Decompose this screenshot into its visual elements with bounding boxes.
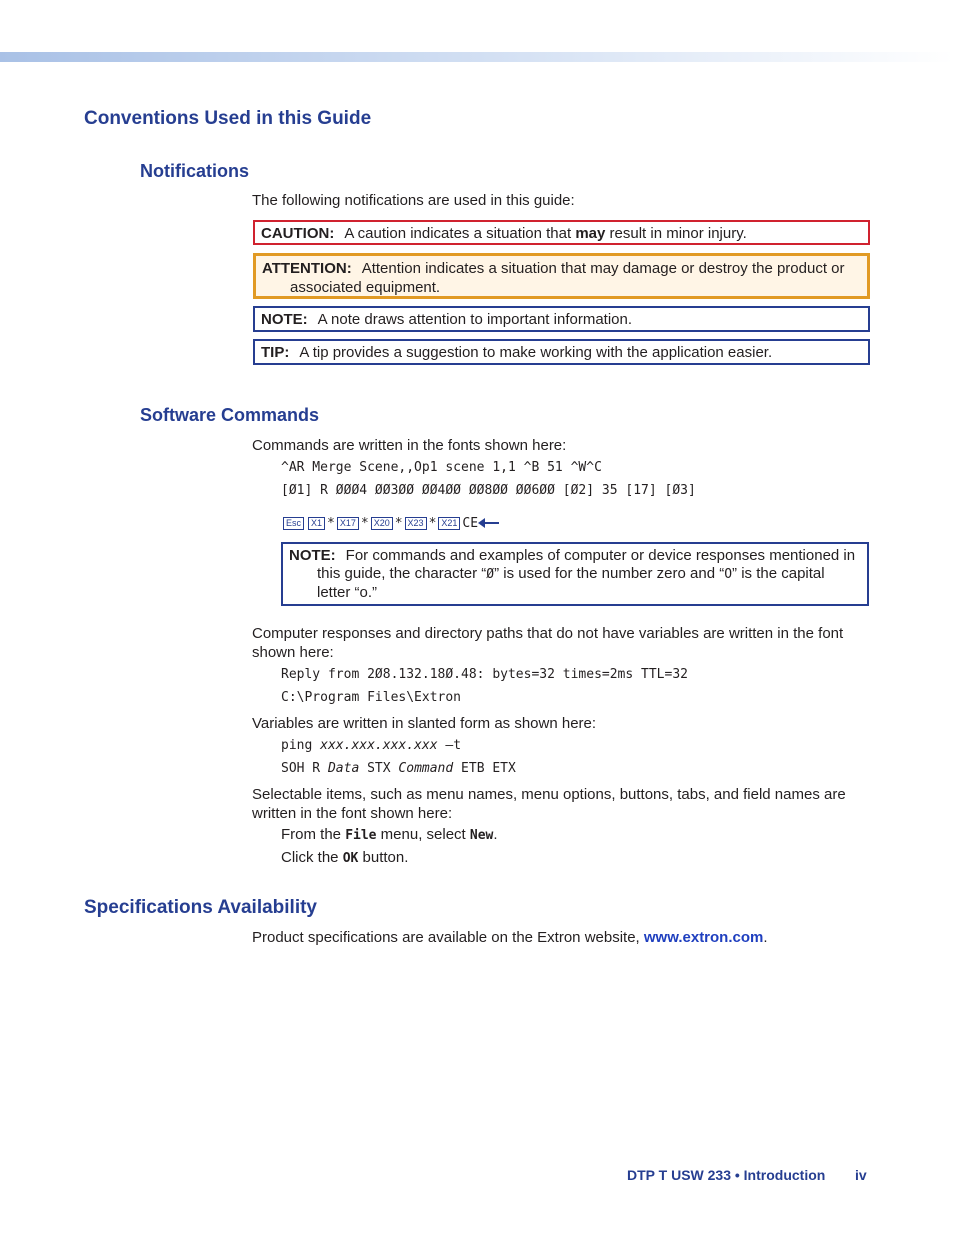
click-text: Click the [281,849,343,866]
zero-char: Ø [486,567,495,582]
file-menu-name: File [345,828,377,843]
key-x20: X20 [371,517,393,530]
o-char: O [724,567,733,582]
header-gradient-bar [0,52,954,62]
star-separator: * [360,516,369,531]
caution-label: CAUTION: [261,225,335,242]
ok-button-name: OK [342,851,359,866]
new-menu-option: New [469,828,494,843]
soh-data-variable: Data [327,761,360,776]
caution-bold: may [575,225,606,242]
from-text: From the [281,826,346,843]
key-x23: X23 [405,517,427,530]
soh-command-variable: Command [398,761,454,776]
command-note-text-2: ” is used for the number zero and “ [494,565,725,582]
commands-intro: Commands are written in the fonts shown here: [252,437,567,454]
specs-text [252,928,867,947]
key-x21: X21 [438,517,460,530]
soh-stx: STX [359,761,399,776]
button-text: button. [358,849,409,866]
specs-period: . [763,929,768,946]
command-example-keys [281,514,500,531]
caution-text-end: result in minor injury. [605,225,747,242]
command-example-1: ^AR Merge Scene,,Op1 scene 1,1 ^B 51 ^W^C [281,460,602,475]
footer-title: DTP T USW 233 • Introduction [627,1167,826,1183]
soh-text: SOH R [281,761,328,776]
note-label: NOTE: [261,311,308,328]
star-separator: * [327,516,335,531]
attention-box [253,253,870,299]
variable-example-soh [281,761,516,776]
caution-text: A caution indicates a situation that [344,225,576,242]
command-example-2: [Ø1] R ØØØ4 ØØ3ØØ ØØ4ØØ ØØ8ØØ ØØ6ØØ [Ø2] 35 [17] [Ø3] [281,483,696,498]
specs-sentence: Product specifications are available on the Extron website, [252,929,644,946]
variable-example-ping [281,738,461,753]
note-box [253,306,870,332]
tip-text: A tip provides a suggestion to make working with the application easier. [299,344,773,361]
tip-label: TIP: [261,344,290,361]
heading-notifications: Notifications [140,161,250,181]
footer-page-number: iv [855,1167,867,1183]
key-x1: X1 [308,517,325,530]
responses-intro: Computer responses and directory paths that do not have variables are written in the font shown here: [252,625,844,661]
ping-text: ping [281,738,321,753]
heading-software-commands: Software Commands [140,405,320,425]
extron-website-link[interactable]: www.extron.com [643,929,764,946]
response-example-2: C:\Program Files\Extron [281,690,462,705]
variables-intro: Variables are written in slanted form as shown here: [252,715,597,732]
selectable-example-button [281,849,408,866]
ping-variable: xxx.xxx.xxx.xxx [320,738,438,753]
notifications-intro: The following notifications are used in this guide: [252,192,575,209]
attention-label: ATTENTION: [262,260,352,277]
key-x17: X17 [337,517,359,530]
selectable-intro: Selectable items, such as menu names, menu options, buttons, tabs, and field names are written in the font shown here: [252,786,846,822]
star-separator: * [428,516,437,531]
ping-flag: —t [437,738,462,753]
soh-etb: ETB ETX [453,761,516,776]
response-example-1: Reply from 2Ø8.132.18Ø.48: bytes=32 times=2ms TTL=32 [281,667,688,682]
selectable-example-menu [281,826,498,843]
menu-select-text: menu, select [376,826,470,843]
return-arrow-icon [478,518,500,528]
heading-specifications: Specifications Availability [84,897,318,918]
command-note-text-3: ” is the capital letter “o.” [317,565,825,601]
command-note-box [281,542,869,606]
tip-box [253,339,870,365]
command-note-label: NOTE: [289,547,336,564]
note-text: A note draws attention to important information. [317,311,633,328]
heading-conventions: Conventions Used in this Guide [84,108,372,129]
star-separator: * [394,516,403,531]
command-note-text: For commands and examples of computer or device responses mentioned in this guide, the character “ [317,547,856,582]
key-esc: Esc [283,517,304,530]
period: . [493,826,498,843]
caution-box [253,220,870,245]
attention-text: Attention indicates a situation that may damage or destroy the product or associated equipment. [290,260,845,296]
ce-text: CE [462,516,479,531]
